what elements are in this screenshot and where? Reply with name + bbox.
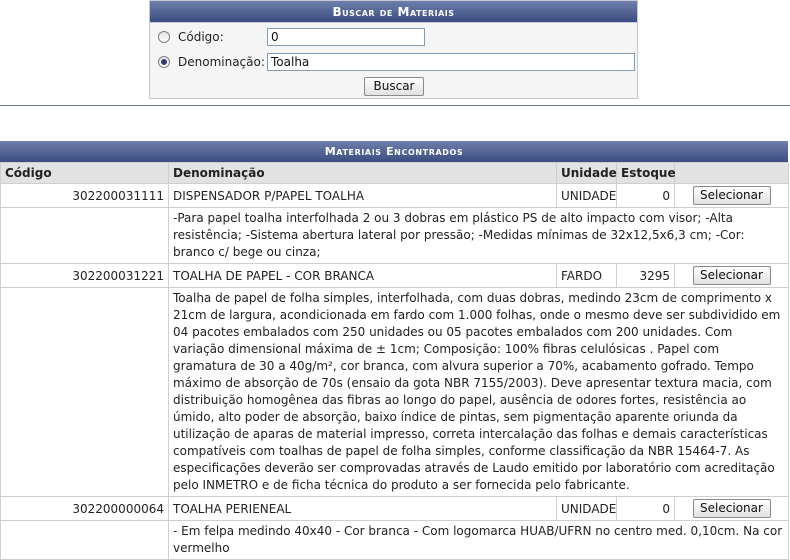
description-spacer <box>1 521 169 560</box>
denominacao-label: Denominação: <box>178 55 265 69</box>
cell-action <box>675 497 789 521</box>
cell-estoque: 0 <box>617 184 675 208</box>
selecionar-button[interactable]: Selecionar <box>693 266 771 285</box>
cell-descricao: -Para papel toalha interfolhada 2 ou 3 dobras em plástico PS de alto impacto com visor; -Alta resistência; -Sistema abertura lateral por pressão; -Medidas mínimas de 32x12,5x6,3 cm; -Cor: branco c/ bege ou cinza; <box>169 208 789 264</box>
cell-denominacao: TOALHA DE PAPEL - COR BRANCA <box>169 264 557 288</box>
column-header-estoque: Estoque <box>617 163 675 184</box>
column-header-codigo: Código <box>1 163 169 184</box>
search-panel <box>149 0 638 99</box>
cell-unidade: FARDO <box>557 264 617 288</box>
codigo-input[interactable]: 0 <box>267 28 425 46</box>
table-row <box>1 264 789 288</box>
cell-descricao: - Em felpa medindo 40x40 - Cor branca - Com logomarca HUAB/UFRN no centro med. 0,10cm. Na cor vermelho <box>169 521 789 560</box>
buscar-button[interactable]: Buscar <box>364 77 424 96</box>
cell-denominacao: TOALHA PERIENEAL <box>169 497 557 521</box>
cell-descricao: Toalha de papel de folha simples, interfolhada, com duas dobras, medindo 23cm de comprimento x 21cm de largura, acondicionada em fardo com 1.000 folhas, onde o mesmo deve ser subdividido em 04 pacotes embalados com 250 unidades ou 05 pacotes embalados com 200 unidades. Com variação dimensional máxima de ± 1cm; Composição: 100% fibras celulósicas . Papel com gramatura de 30 a 40g/m², cor branca, com alvura superior a 70%, acabamento gofrado. Tempo máximo de absorção de 70s (ensaio da gota NBR 7155/2003). Deve apresentar textura macia, com distribuição homogênea das fibras ao longo do papel, ausência de odores fortes, resistência ao úmido, alto poder de absorção, baixo índice de pintas, sem pigmentação aparente oriunda da utilização de aparas de material impresso, correta intercalação das folhas e demais características compatíveis com toalhas de papel de folha simples, conforme classificação da NBR 15464-7. As especificações deverão ser comprovadas através de Laudo emitido por laboratório com acreditação pelo INMETRO e de ficha técnica do produto a ser fornecida pelo fabricante. <box>169 288 789 497</box>
description-row <box>1 288 789 497</box>
selecionar-button[interactable]: Selecionar <box>693 186 771 205</box>
cell-codigo: 302200031221 <box>1 264 169 288</box>
cell-codigo: 302200000064 <box>1 497 169 521</box>
cell-unidade: UNIDADE <box>557 497 617 521</box>
results-table <box>0 162 789 560</box>
cell-unidade: UNIDADE <box>557 184 617 208</box>
column-header-denominacao: Denominação <box>169 163 557 184</box>
table-header-row <box>1 163 789 184</box>
results-panel <box>0 141 788 560</box>
cell-codigo: 302200031111 <box>1 184 169 208</box>
cell-estoque: 3295 <box>617 264 675 288</box>
codigo-radio[interactable] <box>158 31 170 43</box>
table-row <box>1 184 789 208</box>
selecionar-button[interactable]: Selecionar <box>693 499 771 518</box>
denominacao-option[interactable] <box>158 52 265 72</box>
cell-denominacao: DISPENSADOR P/PAPEL TOALHA <box>169 184 557 208</box>
description-row <box>1 521 789 560</box>
denominacao-radio[interactable] <box>158 56 170 68</box>
search-panel-title: Buscar de Materiais <box>150 1 637 23</box>
cell-estoque: 0 <box>617 497 675 521</box>
section-divider <box>0 105 790 106</box>
column-header-unidade: Unidade <box>557 163 617 184</box>
description-row <box>1 208 789 264</box>
codigo-label: Código: <box>178 30 224 44</box>
codigo-option[interactable] <box>158 27 224 47</box>
cell-action <box>675 184 789 208</box>
denominacao-input[interactable]: Toalha <box>267 53 635 71</box>
results-title: Materiais Encontrados <box>0 141 788 162</box>
table-row <box>1 497 789 521</box>
column-header-action <box>675 163 789 184</box>
description-spacer <box>1 288 169 497</box>
cell-action <box>675 264 789 288</box>
description-spacer <box>1 208 169 264</box>
